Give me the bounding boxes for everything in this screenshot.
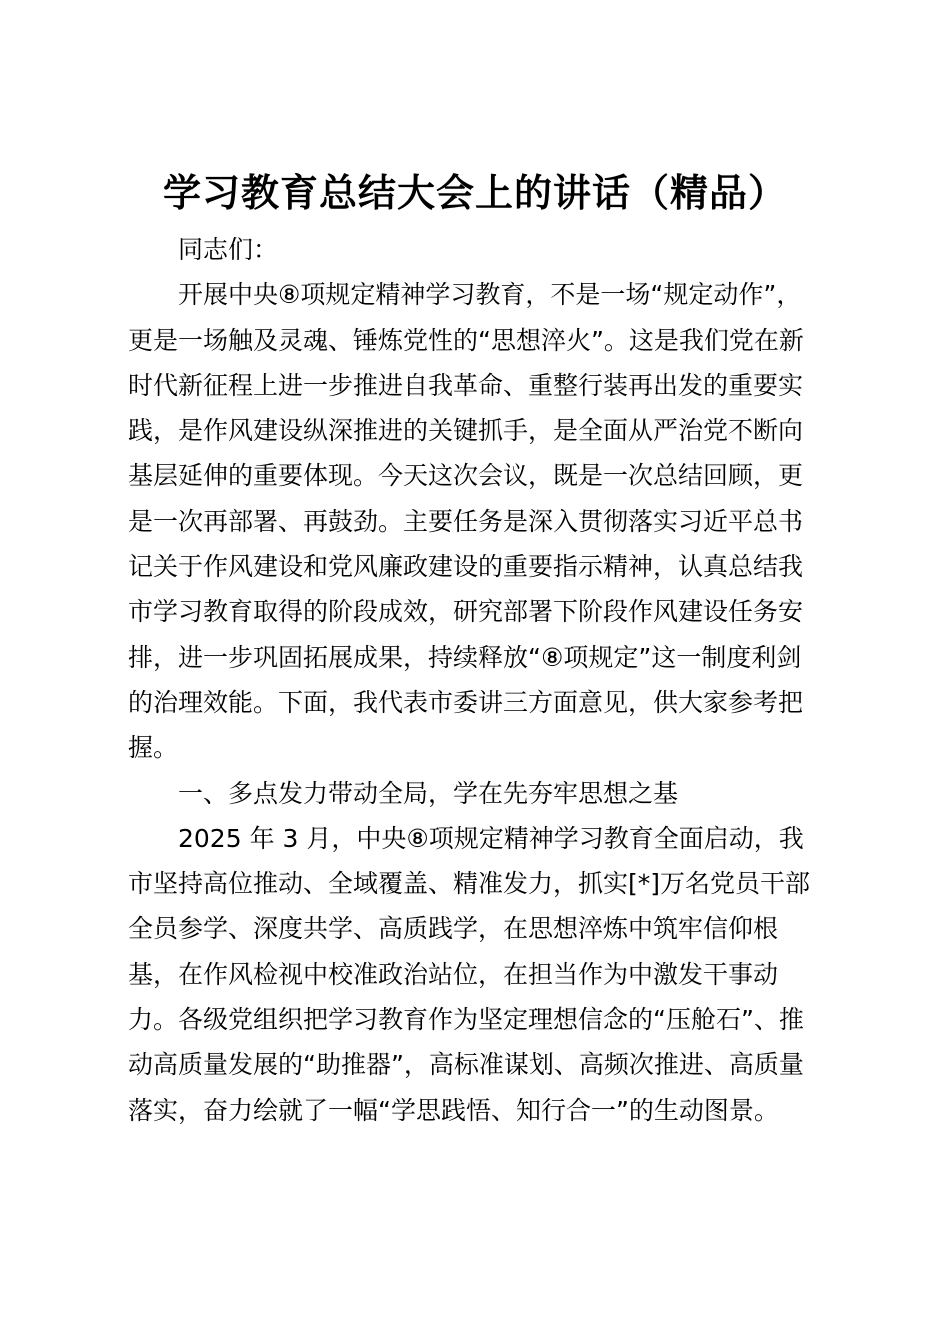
paragraph-line: 市学习教育取得的阶段成效，研究部署下阶段作风建设任务安 [128, 597, 804, 627]
paragraph-section-1 [128, 816, 828, 1133]
section-heading-text: 一、多点发力带动全局，学在先夯牢思想之基 [178, 778, 679, 808]
paragraph-line: 握。 [128, 733, 179, 763]
paragraph-line: 更是一场触及灵魂、锤炼党性的“思想淬火”。这是我们党在新 [128, 325, 804, 355]
paragraph-line: 动高质量发展的“助推器”，高标准谋划、高频次推进、高质量 [128, 1050, 804, 1080]
paragraph-line: 排，进一步巩固拓展成果，持续释放“⑧项规定”这一制度利剑 [128, 642, 802, 672]
paragraph-line: 全员参学、深度共学、高质践学，在思想淬炼中筑牢信仰根 [128, 914, 779, 944]
paragraph-line: 基层延伸的重要体现。今天这次会议，既是一次总结回顾，更 [128, 461, 804, 491]
paragraph-line: 市坚持高位推动、全域覆盖、精准发力，抓实[*]万名党员干部 [128, 869, 811, 899]
paragraph-line: 落实，奋力绘就了一幅“学思践悟、知行合一”的生动图景。 [128, 1095, 779, 1125]
paragraph-line: 开展中央⑧项规定精神学习教育，不是一场“规定动作”， [178, 280, 802, 310]
paragraph-line: 2025 年 3 月，中央⑧项规定精神学习教育全面启动，我 [178, 823, 804, 853]
paragraph-line: 基，在作风检视中校准政治站位，在担当作为中激发干事动 [128, 959, 779, 989]
paragraph-line: 记关于作风建设和党风廉政建设的重要指示精神，认真总结我 [128, 552, 804, 582]
paragraph-line: 是一次再部署、再鼓劲。主要任务是深入贯彻落实习近平总书 [128, 506, 804, 536]
paragraph-line: 时代新征程上进一步推进自我革命、重整行装再出发的重要实 [128, 370, 804, 400]
salutation-text: 同志们： [178, 235, 279, 264]
section-heading-1 [128, 771, 828, 816]
paragraph-line: 践，是作风建设纵深推进的关键抓手，是全面从严治党不断向 [128, 416, 804, 446]
paragraph-intro [128, 272, 828, 770]
paragraph-line: 力。各级党组织把学习教育作为坚定理想信念的“压舱石”、推 [128, 1005, 804, 1035]
document-body [128, 227, 828, 1133]
salutation [128, 227, 828, 272]
paragraph-line: 的治理效能。下面，我代表市委讲三方面意见，供大家参考把 [128, 687, 804, 717]
document-title: 学习教育总结大会上的讲话（精品） [162, 171, 787, 215]
